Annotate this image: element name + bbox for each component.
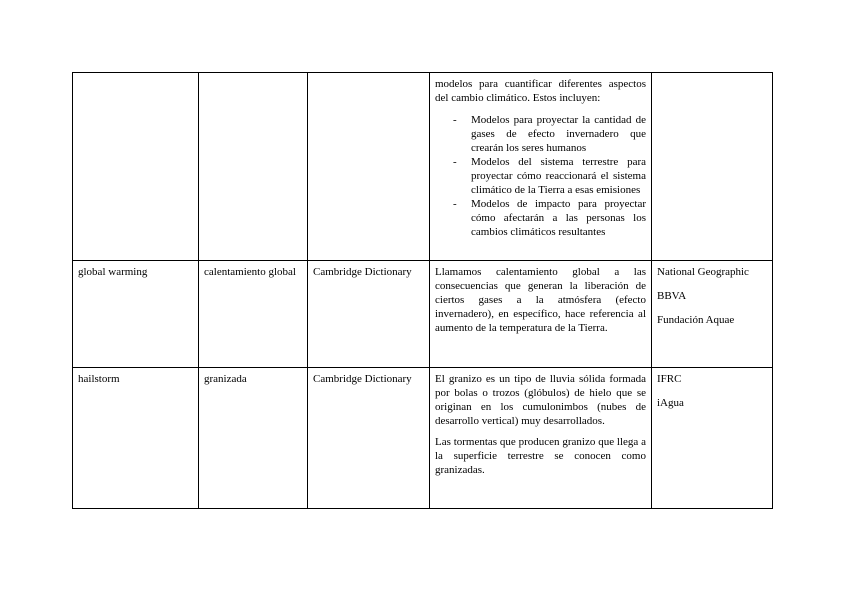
definition-paragraph: El granizo es un tipo de lluvia sólida formada por bolas o trozos (glóbulos) de hielo que se originan en los cumulonimbos (nubes de desarrollo vertical) muy desarrollados. (435, 373, 646, 427)
sources-cell (652, 261, 773, 368)
definition-cell (430, 73, 652, 261)
translation-cell (199, 73, 308, 261)
term-cell: hailstorm (73, 368, 199, 509)
glossary-table (72, 72, 773, 509)
sources-cell (652, 73, 773, 261)
definition-paragraph: Llamamos calentamiento global a las consecuencias que generan la liberación de ciertos gases a la atmósfera (efecto invernadero), en específico, hace referencia al aumento de la temperatura de la Tierra. (435, 266, 646, 334)
dictionary-cell (308, 73, 430, 261)
list-item-text: Modelos de impacto para proyectar cómo afectarán a las personas los cambios climáticos resultantes (471, 198, 646, 238)
source-item: iAgua (657, 397, 684, 409)
translation-cell: calentamiento global (199, 261, 308, 368)
term-cell (73, 73, 199, 261)
sources-cell (652, 368, 773, 509)
definition-cell (430, 368, 652, 509)
list-item-text: Modelos para proyectar la cantidad de gases de efecto invernadero que crearán los seres humanos (471, 114, 646, 154)
definition-cell (430, 261, 652, 368)
term-cell: global warming (73, 261, 199, 368)
dash-bullet: - (453, 156, 457, 168)
dash-bullet: - (453, 198, 457, 210)
list-item (435, 155, 646, 197)
dictionary-cell: Cambridge Dictionary (308, 368, 430, 509)
definition-paragraph: Las tormentas que producen granizo que llega a la superficie terrestre se conocen como granizadas. (435, 436, 646, 476)
dash-bullet: - (453, 114, 457, 126)
list-item (435, 113, 646, 155)
dictionary-cell: Cambridge Dictionary (308, 261, 430, 368)
list-item-text: Modelos del sistema terrestre para proyectar cómo reaccionará el sistema climático de la Tierra a esas emisiones (471, 156, 646, 196)
definition-list (435, 113, 646, 239)
table-row (73, 368, 773, 509)
source-item: Fundación Aquae (657, 314, 735, 326)
source-item: IFRC (657, 373, 682, 385)
table-row (73, 261, 773, 368)
table-row (73, 73, 773, 261)
definition-intro: modelos para cuantificar diferentes aspectos del cambio climático. Estos incluyen: (435, 78, 646, 104)
source-item: BBVA (657, 290, 687, 302)
list-item (435, 197, 646, 239)
source-item: National Geographic (657, 266, 749, 278)
translation-cell: granizada (199, 368, 308, 509)
